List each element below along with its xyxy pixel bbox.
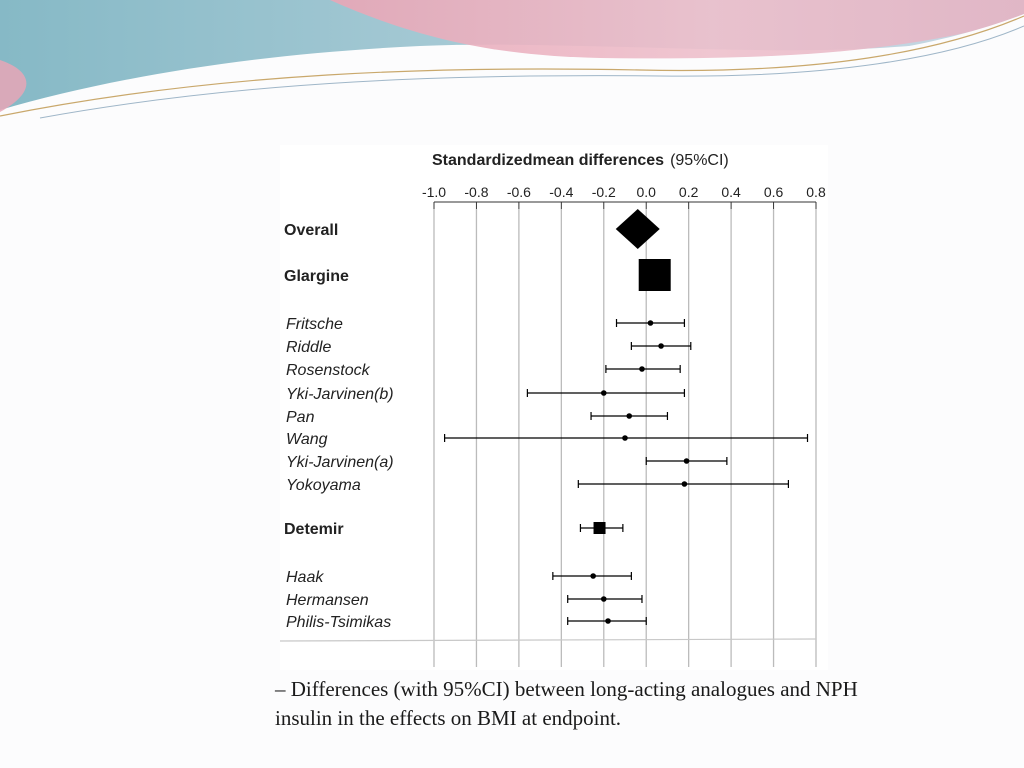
chart-title-main: Standardizedmean differences xyxy=(432,152,665,169)
forest-plot-panel xyxy=(280,145,828,670)
x-tick-label: -1.0 xyxy=(421,184,447,200)
x-tick-label: 0.6 xyxy=(763,184,784,200)
row-label: Wang xyxy=(286,431,328,448)
row-label: Haak xyxy=(286,569,324,586)
point-marker xyxy=(590,573,596,579)
decorative-banner xyxy=(0,0,1024,130)
forest-row xyxy=(286,454,727,471)
figure-caption: – Differences (with 95%CI) between long-acting analogues and NPH insulin in the effects on BMI at endpoint. xyxy=(275,677,858,730)
chart-title xyxy=(432,152,729,169)
chart-title-suffix: (95%CI) xyxy=(670,152,729,169)
forest-row xyxy=(286,339,691,356)
x-tick-label: 0.8 xyxy=(806,184,826,200)
x-tick-label: -0.2 xyxy=(591,184,616,200)
forest-row xyxy=(284,521,623,538)
point-marker xyxy=(601,596,607,602)
point-marker xyxy=(622,435,628,441)
square-marker xyxy=(594,522,606,534)
row-label: Overall xyxy=(284,222,339,239)
row-label: Glargine xyxy=(284,268,349,285)
point-marker xyxy=(684,458,690,464)
point-marker xyxy=(639,366,645,372)
forest-row xyxy=(286,592,642,609)
point-marker xyxy=(605,618,611,624)
row-label: Philis-Tsimikas xyxy=(286,614,392,631)
row-label: Yki-Jarvinen(b) xyxy=(286,386,394,403)
forest-row xyxy=(286,614,646,631)
row-label: Rosenstock xyxy=(286,362,370,379)
forest-row xyxy=(286,477,788,494)
diamond-marker xyxy=(616,209,660,249)
forest-row xyxy=(286,316,684,333)
x-tick-label: 0.0 xyxy=(636,184,656,200)
row-label: Hermansen xyxy=(286,592,369,609)
point-marker xyxy=(682,481,688,487)
x-tick-label: -0.8 xyxy=(464,184,489,200)
row-label: Detemir xyxy=(284,521,344,538)
x-tick-label: -0.6 xyxy=(506,184,531,200)
forest-plot xyxy=(280,145,828,670)
point-marker xyxy=(658,343,664,349)
forest-row xyxy=(286,386,684,403)
x-axis xyxy=(422,184,826,209)
row-label: Yokoyama xyxy=(286,477,361,494)
x-tick-label: -0.4 xyxy=(549,184,574,200)
point-marker xyxy=(601,390,607,396)
point-marker xyxy=(626,413,632,419)
row-label: Fritsche xyxy=(286,316,343,333)
row-label: Riddle xyxy=(286,339,332,356)
forest-row xyxy=(284,259,671,291)
forest-row xyxy=(286,431,808,448)
bottom-rule xyxy=(280,639,816,641)
row-label: Pan xyxy=(286,409,315,426)
row-label: Yki-Jarvinen(a) xyxy=(286,454,394,471)
rows xyxy=(284,209,808,631)
square-marker xyxy=(639,259,671,291)
point-marker xyxy=(648,320,654,326)
x-tick-label: 0.4 xyxy=(721,184,741,200)
forest-row xyxy=(286,569,631,586)
forest-row xyxy=(286,362,680,379)
x-tick-label: 0.2 xyxy=(678,184,699,200)
